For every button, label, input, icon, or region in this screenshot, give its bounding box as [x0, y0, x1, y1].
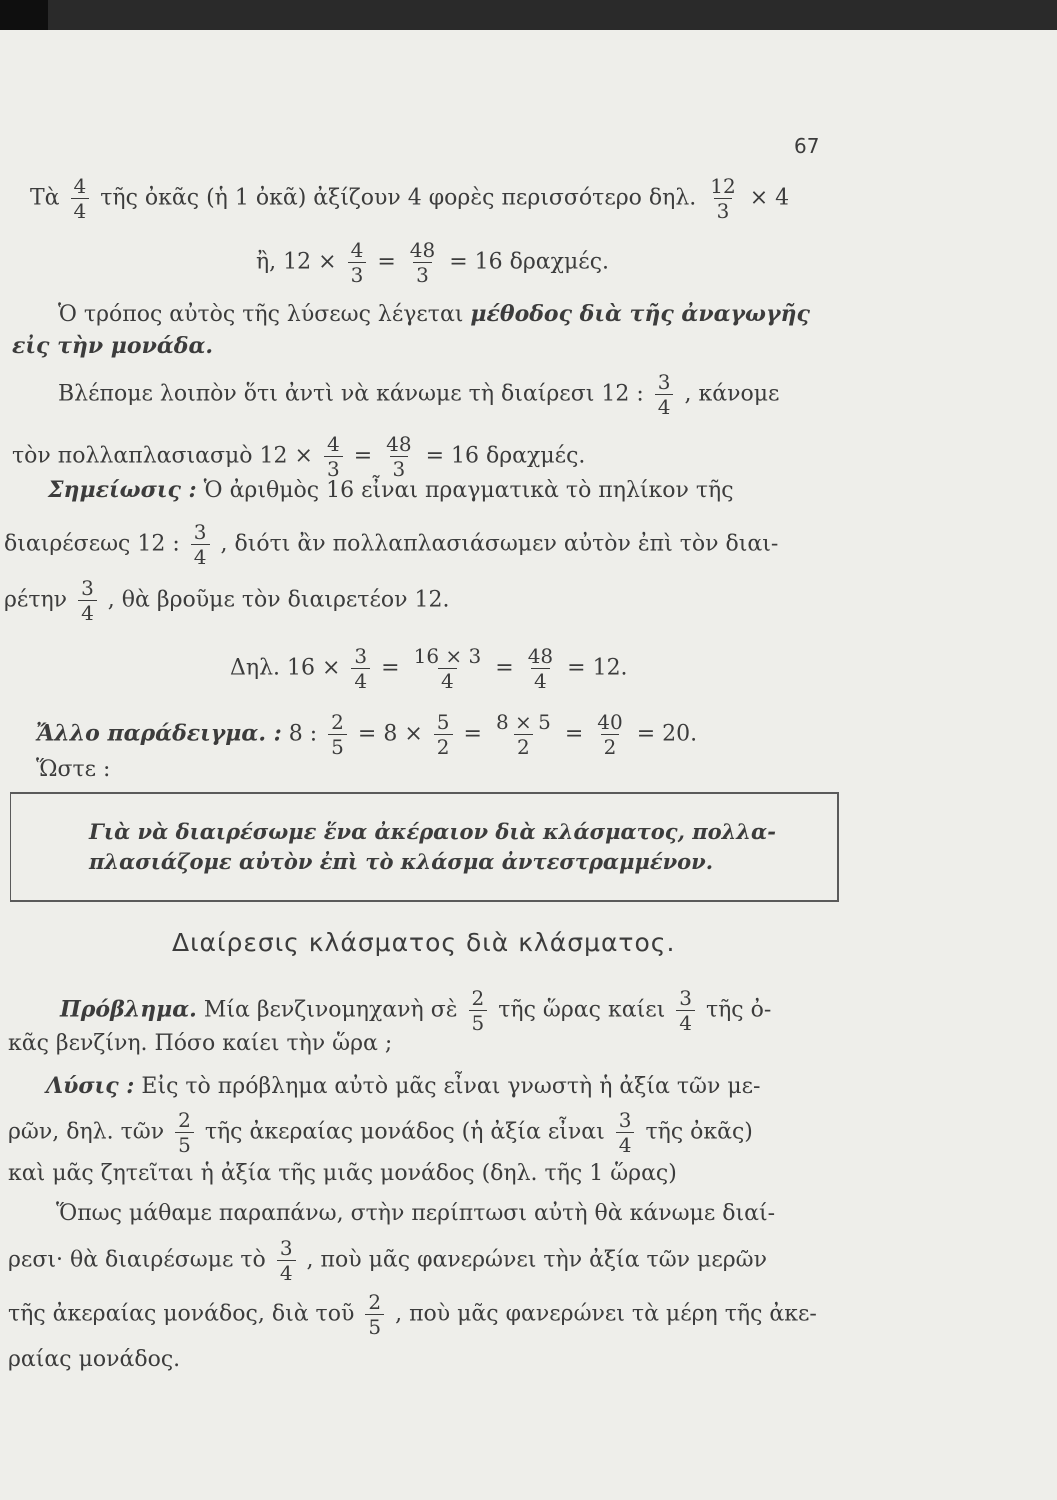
- fraction: $\frac{16 \times 3}{4}$: [413, 644, 482, 693]
- problem-line-5: καὶ μᾶς ζητεῖται ἡ ἀξία τῆς μιᾶς μονάδος (δηλ. τῆς 1 ὥρας): [8, 1161, 677, 1186]
- rule-line-1: Γιὰ νὰ διαιρέσωμε ἕνα ἀκέραιον διὰ κλάσματος, πολλα-: [89, 819, 776, 844]
- fraction: $\frac{3}{4}$: [655, 370, 674, 419]
- note-label: Σημείωσις :: [48, 477, 197, 503]
- page-number: 67: [794, 134, 820, 158]
- text-line-9: ρέτην $\frac{3}{4}$ , θὰ βροῦμε τὸν διαιρετέον 12.: [4, 576, 450, 625]
- fraction: $\frac{3}{4}$: [676, 986, 695, 1035]
- fraction: $\frac{4}{4}$: [71, 174, 90, 223]
- fraction: $\frac{48}{4}$: [527, 644, 554, 693]
- rule-line-2: πλασιάζομε αὐτὸν ἐπὶ τὸ κλάσμα ἀντεστραμμένον.: [89, 849, 714, 874]
- text-line-10: Δηλ. 16 × $\frac{3}{4}$ = $\frac{16 \times 3}{4}$ = $\frac{48}{4}$ = 12.: [230, 644, 628, 693]
- problem-line-9: ραίας μονάδος.: [8, 1347, 181, 1372]
- problem-line-1: Πρόβλημα. Μία βενζινομηχανὴ σὲ $\frac{2}{5}$ τῆς ὥρας καίει $\frac{3}{4}$ τῆς ὀ-: [60, 986, 772, 1035]
- solution-label: Λύσις :: [46, 1073, 135, 1099]
- method-term: μέθοδος διὰ τῆς ἀναγωγῆς: [470, 301, 810, 327]
- fraction: $\frac{3}{4}$: [351, 644, 370, 693]
- problem-line-2: κᾶς βενζίνη. Πόσο καίει τὴν ὥρα ;: [8, 1031, 393, 1056]
- fraction: $\frac{3}{4}$: [616, 1108, 635, 1157]
- fraction: $\frac{2}{5}$: [365, 1290, 384, 1339]
- text-line-1: Τὰ $\frac{4}{4}$ τῆς ὀκᾶς (ἡ 1 ὀκᾶ) ἀξίζουν 4 φορὲς περισσότερο δηλ. $\frac{12}{3}$ × 4: [30, 174, 790, 223]
- text-line-3: Ὁ τρόπος αὐτὸς τῆς λύσεως λέγεται μέθοδος διὰ τῆς ἀναγωγῆς: [58, 301, 810, 327]
- fraction: $\frac{12}{3}$: [710, 174, 736, 223]
- problem-line-3: Λύσις : Εἰς τὸ πρόβλημα αὐτὸ μᾶς εἶναι γνωστὴ ἡ ἀξία τῶν με-: [46, 1073, 761, 1099]
- text-line-5: Βλέπομε λοιπὸν ὅτι ἀντὶ νὰ κάνωμε τὴ διαίρεσι 12 : $\frac{3}{4}$ , κάνομε: [58, 370, 780, 419]
- book-binding-edge: [0, 0, 48, 30]
- text-line-12: Ὥστε :: [36, 757, 111, 782]
- problem-line-7: ρεσι· θὰ διαιρέσωμε τὸ $\frac{3}{4}$ , ποὺ μᾶς φανερώνει τὴν ἀξία τῶν μερῶν: [8, 1236, 767, 1285]
- fraction: $\frac{48}{3}$: [386, 432, 412, 481]
- fraction: $\frac{3}{4}$: [191, 520, 210, 569]
- text-line-11: Ἄλλο παράδειγμα. : 8 : $\frac{2}{5}$ = 8 × $\frac{5}{2}$ = $\frac{8 \times 5}{2}$ = $\frac{40}{2}$ = 20.: [36, 710, 698, 759]
- problem-line-8: τῆς ἀκεραίας μονάδος, διὰ τοῦ $\frac{2}{5}$ , ποὺ μᾶς φανερώνει τὰ μέρη τῆς ἀκε-: [8, 1290, 817, 1339]
- fraction: $\frac{2}{5}$: [469, 986, 488, 1035]
- section-heading: Διαίρεσις κλάσματος διὰ κλάσματος.: [172, 928, 676, 957]
- problem-label: Πρόβλημα.: [60, 996, 197, 1023]
- fraction: $\frac{4}{3}$: [324, 432, 343, 481]
- problem-line-4: ρῶν, δηλ. τῶν $\frac{2}{5}$ τῆς ἀκεραίας μονάδος (ἡ ἀξία εἶναι $\frac{3}{4}$ τῆς ὀκᾶς): [8, 1108, 753, 1157]
- fraction: $\frac{2}{5}$: [328, 710, 347, 759]
- fraction: $\frac{48}{3}$: [409, 238, 436, 287]
- text-line-2: ἢ, 12 × $\frac{4}{3}$ = $\frac{48}{3}$ = 16 δραχμές.: [256, 238, 610, 287]
- example-label: Ἄλλο παράδειγμα. :: [36, 720, 282, 747]
- text-line-7: Σημείωσις : Ὁ ἀριθμὸς 16 εἶναι πραγματικὰ τὸ πηλίκον τῆς: [48, 477, 734, 503]
- text-line-8: διαιρέσεως 12 : $\frac{3}{4}$ , διότι ἂν πολλαπλασιάσωμεν αὐτὸν ἐπὶ τὸν διαι-: [4, 520, 779, 569]
- fraction: $\frac{3}{4}$: [277, 1236, 296, 1285]
- book-page: [0, 30, 1057, 1500]
- fraction: $\frac{2}{5}$: [175, 1108, 194, 1157]
- fraction: $\frac{40}{2}$: [597, 710, 623, 759]
- fraction: $\frac{4}{3}$: [348, 238, 367, 287]
- text-line-4: εἰς τὴν μονάδα.: [12, 333, 214, 359]
- fraction: $\frac{3}{4}$: [78, 576, 97, 625]
- fraction: $\frac{5}{2}$: [434, 710, 453, 759]
- problem-line-6: Ὅπως μάθαμε παραπάνω, στὴν περίπτωσι αὐτὴ θὰ κάνωμε διαί-: [56, 1201, 776, 1226]
- rule-box: [10, 792, 839, 902]
- fraction: $\frac{8 \times 5}{2}$: [495, 710, 551, 759]
- text-line-6: τὸν πολλαπλασιασμὸ 12 × $\frac{4}{3}$ = $\frac{48}{3}$ = 16 δραχμές.: [12, 432, 586, 481]
